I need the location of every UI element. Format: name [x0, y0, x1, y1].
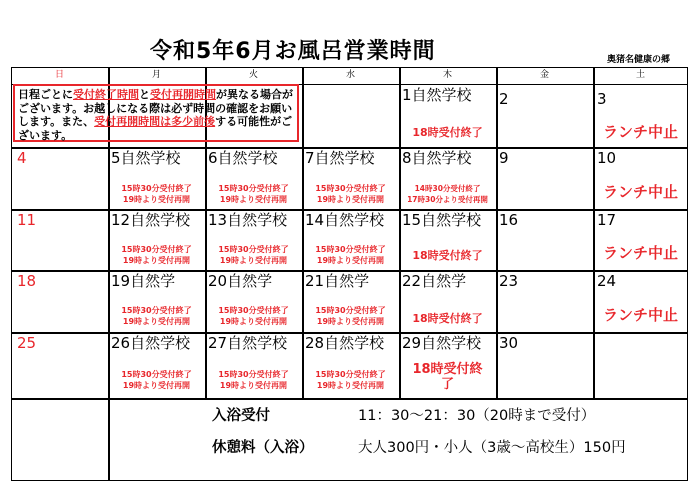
lunch-cancel-note: ランチ中止: [602, 244, 678, 262]
closing-note: 18時受付終了: [412, 249, 483, 262]
closing-note: 15時30分受付終了 19時より受付再開: [315, 184, 386, 204]
day-cell-1: 1自然学校: [402, 86, 472, 104]
closing-note: 15時30分受付終了 19時より受付再開: [315, 370, 386, 390]
closing-note: 15時30分受付終了 19時より受付再開: [315, 245, 386, 265]
day-cell-13: 13自然学校: [208, 211, 288, 229]
day-cell-21: 21自然学: [305, 272, 370, 290]
bath-entry-hours: 11：30～21：30（20時まで受付）: [358, 408, 596, 424]
day-cell-12: 12自然学校: [111, 211, 191, 229]
closing-note: 15時30分受付終了 19時より受付再開: [315, 306, 386, 326]
day-cell-8: 8自然学校: [402, 149, 472, 167]
lunch-cancel-note: ランチ中止: [602, 123, 678, 141]
day-cell-30: 30: [499, 334, 519, 352]
day-cell-14: 14自然学校: [305, 211, 385, 229]
day-cell-24: 24: [597, 272, 617, 290]
closing-note: 18時受付終了: [412, 312, 483, 325]
day-cell-25: 25: [17, 334, 37, 352]
bath-entry-label: 入浴受付: [212, 408, 270, 424]
weekday-tue: 火: [248, 70, 258, 80]
closing-note: 15時30分受付終了 19時より受付再開: [218, 184, 289, 204]
day-cell-2: 2: [499, 90, 509, 108]
day-cell-28: 28自然学校: [305, 334, 385, 352]
closing-note: 18時受付終 了: [412, 362, 483, 392]
weekday-thu: 木: [442, 70, 452, 80]
day-cell-3: 3: [597, 90, 607, 108]
day-cell-26: 26自然学校: [111, 334, 191, 352]
day-cell-23: 23: [499, 272, 519, 290]
lunch-cancel-note: ランチ中止: [602, 183, 678, 201]
day-cell-15: 15自然学校: [402, 211, 482, 229]
day-cell-6: 6自然学校: [208, 149, 278, 167]
day-cell-11: 11: [17, 211, 37, 229]
closing-note: 15時30分受付終了 19時より受付再開: [218, 306, 289, 326]
closing-note: 15時30分受付終了 19時より受付再開: [218, 245, 289, 265]
weekday-wed: 水: [345, 70, 355, 80]
day-cell-10: 10: [597, 149, 617, 167]
closing-note: 15時30分受付終了 19時より受付再開: [121, 245, 192, 265]
closing-note: 14時30分受付終了 17時30分より受付再開: [407, 184, 488, 204]
closing-note: 18時受付終了: [412, 126, 483, 139]
lunch-cancel-note: ランチ中止: [602, 306, 678, 324]
day-cell-7: 7自然学校: [305, 149, 375, 167]
day-cell-29: 29自然学校: [402, 334, 482, 352]
notice-box: 日程ごとに受付終了時間と受付再開時間が異なる場合がございます。お越しになる際は必ず時間の確認をお願いします。また、受付再開時間は多少前後する可能性がございます。: [13, 84, 299, 142]
day-cell-9: 9: [499, 149, 509, 167]
weekday-sat: 土: [635, 70, 645, 80]
day-cell-27: 27自然学校: [208, 334, 288, 352]
day-cell-4: 4: [17, 149, 27, 167]
closing-note: 15時30分受付終了 19時より受付再開: [218, 370, 289, 390]
page-title: 令和5年6月お風呂営業時間: [150, 39, 436, 64]
closing-note: 15時30分受付終了 19時より受付再開: [121, 306, 192, 326]
day-cell-22: 22自然学: [402, 272, 467, 290]
day-cell-17: 17: [597, 211, 617, 229]
facility-name: 奥猪名健康の郷: [607, 55, 671, 65]
day-cell-20: 20自然学: [208, 272, 273, 290]
closing-note: 15時30分受付終了 19時より受付再開: [121, 184, 192, 204]
closing-note: 15時30分受付終了 19時より受付再開: [121, 370, 192, 390]
weekday-sun: 日: [54, 70, 64, 80]
day-cell-5: 5自然学校: [111, 149, 181, 167]
weekday-fri: 金: [539, 70, 549, 80]
day-cell-16: 16: [499, 211, 519, 229]
day-cell-19: 19自然学: [111, 272, 176, 290]
weekday-mon: 月: [151, 70, 161, 80]
rest-fee-label: 休憩料（入浴）: [212, 440, 314, 456]
rest-fee-value: 大人300円・小人（3歳～高校生）150円: [358, 440, 626, 456]
day-cell-18: 18: [17, 272, 37, 290]
